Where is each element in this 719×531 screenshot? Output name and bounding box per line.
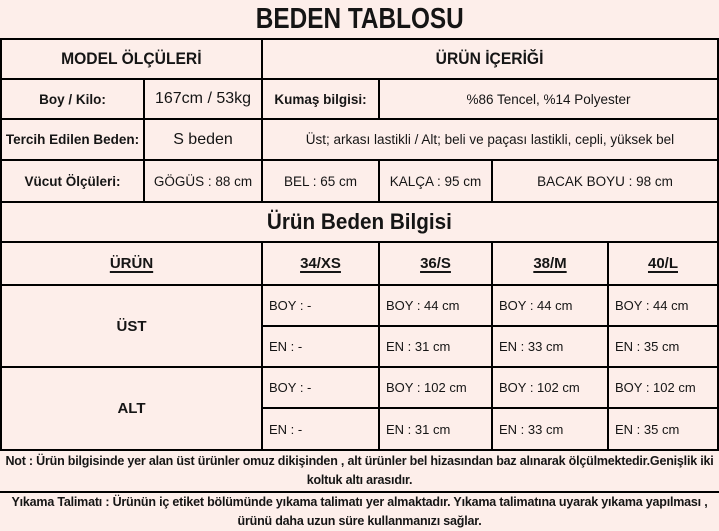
ust-boy-34xs-text: BOY : -	[269, 298, 312, 313]
header-urun-icerigi-label: ÜRÜN İÇERİĞİ	[436, 49, 544, 68]
kumas-bilgisi-label-text: Kumaş bilgisi:	[274, 91, 367, 107]
size-col-header-urun	[2, 243, 263, 286]
group-label-alt	[2, 368, 263, 449]
ust-boy-36s	[380, 286, 493, 327]
ust-en-34xs	[263, 327, 380, 368]
ust-boy-38m-text: BOY : 44 cm	[499, 298, 573, 313]
tercih-beden-value	[145, 120, 263, 161]
tercih-beden-label-text: Tercih Edilen Beden:	[5, 132, 140, 147]
size-col-header-38m	[493, 243, 609, 286]
page-title: BEDEN TABLOSU	[255, 2, 464, 35]
alt-boy-36s	[380, 368, 493, 409]
size-col-header-36s	[380, 243, 493, 286]
size-col-header-urun-text: ÜRÜN	[109, 255, 154, 272]
boy-kilo-value-text: 167cm / 53kg	[154, 90, 252, 107]
tercih-beden-label	[2, 120, 145, 161]
alt-boy-40l	[609, 368, 717, 409]
vucut-olculeri-label-text: Vücut Ölçüleri:	[24, 173, 121, 189]
size-col-header-36s-text: 36/S	[420, 255, 451, 272]
alt-en-34xs-text: EN : -	[269, 421, 303, 437]
size-col-header-40l-text: 40/L	[647, 255, 678, 272]
boy-kilo-label	[2, 80, 145, 120]
measurement-note	[0, 451, 719, 493]
alt-boy-38m-text: BOY : 102 cm	[499, 380, 580, 395]
ust-en-36s	[380, 327, 493, 368]
kalca-value-text: KALÇA : 95 cm	[389, 173, 482, 189]
size-col-header-38m-text: 38/M	[533, 255, 567, 272]
alt-boy-36s-text: BOY : 102 cm	[386, 380, 467, 395]
alt-boy-34xs	[263, 368, 380, 409]
header-model-olculeri	[2, 40, 263, 80]
bel-value	[263, 161, 380, 203]
gogus-value-text: GÖGÜS : 88 cm	[153, 173, 253, 189]
size-col-header-34xs-text: 34/XS	[300, 255, 341, 272]
bacak-boyu-value-text: BACAK BOYU : 98 cm	[537, 173, 673, 189]
alt-en-38m	[493, 409, 609, 449]
alt-en-40l-text: EN : 35 cm	[615, 421, 680, 437]
group-label-ust-text: ÜST	[116, 317, 147, 335]
ust-en-38m-text: EN : 33 cm	[499, 339, 564, 354]
alt-boy-34xs-text: BOY : -	[269, 380, 312, 395]
ust-en-34xs-text: EN : -	[269, 339, 303, 354]
group-label-alt-text: ALT	[117, 400, 146, 417]
washing-instructions-note	[0, 493, 719, 531]
ust-en-38m	[493, 327, 609, 368]
alt-en-36s	[380, 409, 493, 449]
ust-boy-40l	[609, 286, 717, 327]
size-section-title-text: Ürün Beden Bilgisi	[266, 209, 452, 234]
kalca-value	[380, 161, 493, 203]
size-section-title	[2, 203, 717, 243]
page-title-row	[0, 0, 719, 40]
urun-icerik-value	[263, 120, 717, 161]
ust-boy-34xs	[263, 286, 380, 327]
header-urun-icerigi	[263, 40, 717, 80]
ust-boy-36s-text: BOY : 44 cm	[386, 298, 460, 313]
kumas-bilgisi-label	[263, 80, 380, 120]
tercih-beden-value-text: S beden	[173, 130, 233, 148]
size-chart-table	[0, 40, 719, 451]
boy-kilo-value	[145, 80, 263, 120]
alt-en-38m-text: EN : 33 cm	[499, 421, 564, 437]
alt-boy-38m	[493, 368, 609, 409]
ust-boy-38m	[493, 286, 609, 327]
alt-en-40l	[609, 409, 717, 449]
bacak-boyu-value	[493, 161, 717, 203]
gogus-value	[145, 161, 263, 203]
group-label-ust	[2, 286, 263, 368]
boy-kilo-label-text: Boy / Kilo:	[39, 91, 106, 107]
measurement-note-text: Not : Ürün bilgisinde yer alan üst ürünler omuz dikişinden , alt ürünler bel hizasından baz alınarak ölçülmektedir.Genişlik iki koltuk altı arasıdır.	[5, 453, 714, 487]
vucut-olculeri-label	[2, 161, 145, 203]
kumas-bilgisi-value	[380, 80, 717, 120]
ust-en-40l-text: EN : 35 cm	[615, 339, 680, 354]
ust-boy-40l-text: BOY : 44 cm	[615, 298, 689, 313]
kumas-bilgisi-value-text: %86 Tencel, %14 Polyester	[466, 91, 631, 107]
size-col-header-40l	[609, 243, 717, 286]
alt-boy-40l-text: BOY : 102 cm	[615, 380, 696, 395]
washing-instructions-note-text: Yıkama Talimatı : Ürünün iç etiket bölümünde yıkama talimatı yer almaktadır. Yıkama talimatına uyarak yıkama yapılması , ürünü daha uzun süre kullanmanızı sağlar.	[11, 494, 708, 528]
size-col-header-34xs	[263, 243, 380, 286]
urun-icerik-value-text: Üst; arkası lastikli / Alt; beli ve paçası lastikli, cepli, yüksek bel	[305, 132, 675, 147]
header-model-olculeri-label: MODEL ÖLÇÜLERİ	[61, 49, 202, 68]
alt-en-36s-text: EN : 31 cm	[386, 421, 451, 437]
ust-en-40l	[609, 327, 717, 368]
alt-en-34xs	[263, 409, 380, 449]
ust-en-36s-text: EN : 31 cm	[386, 339, 451, 354]
bel-value-text: BEL : 65 cm	[283, 173, 358, 189]
